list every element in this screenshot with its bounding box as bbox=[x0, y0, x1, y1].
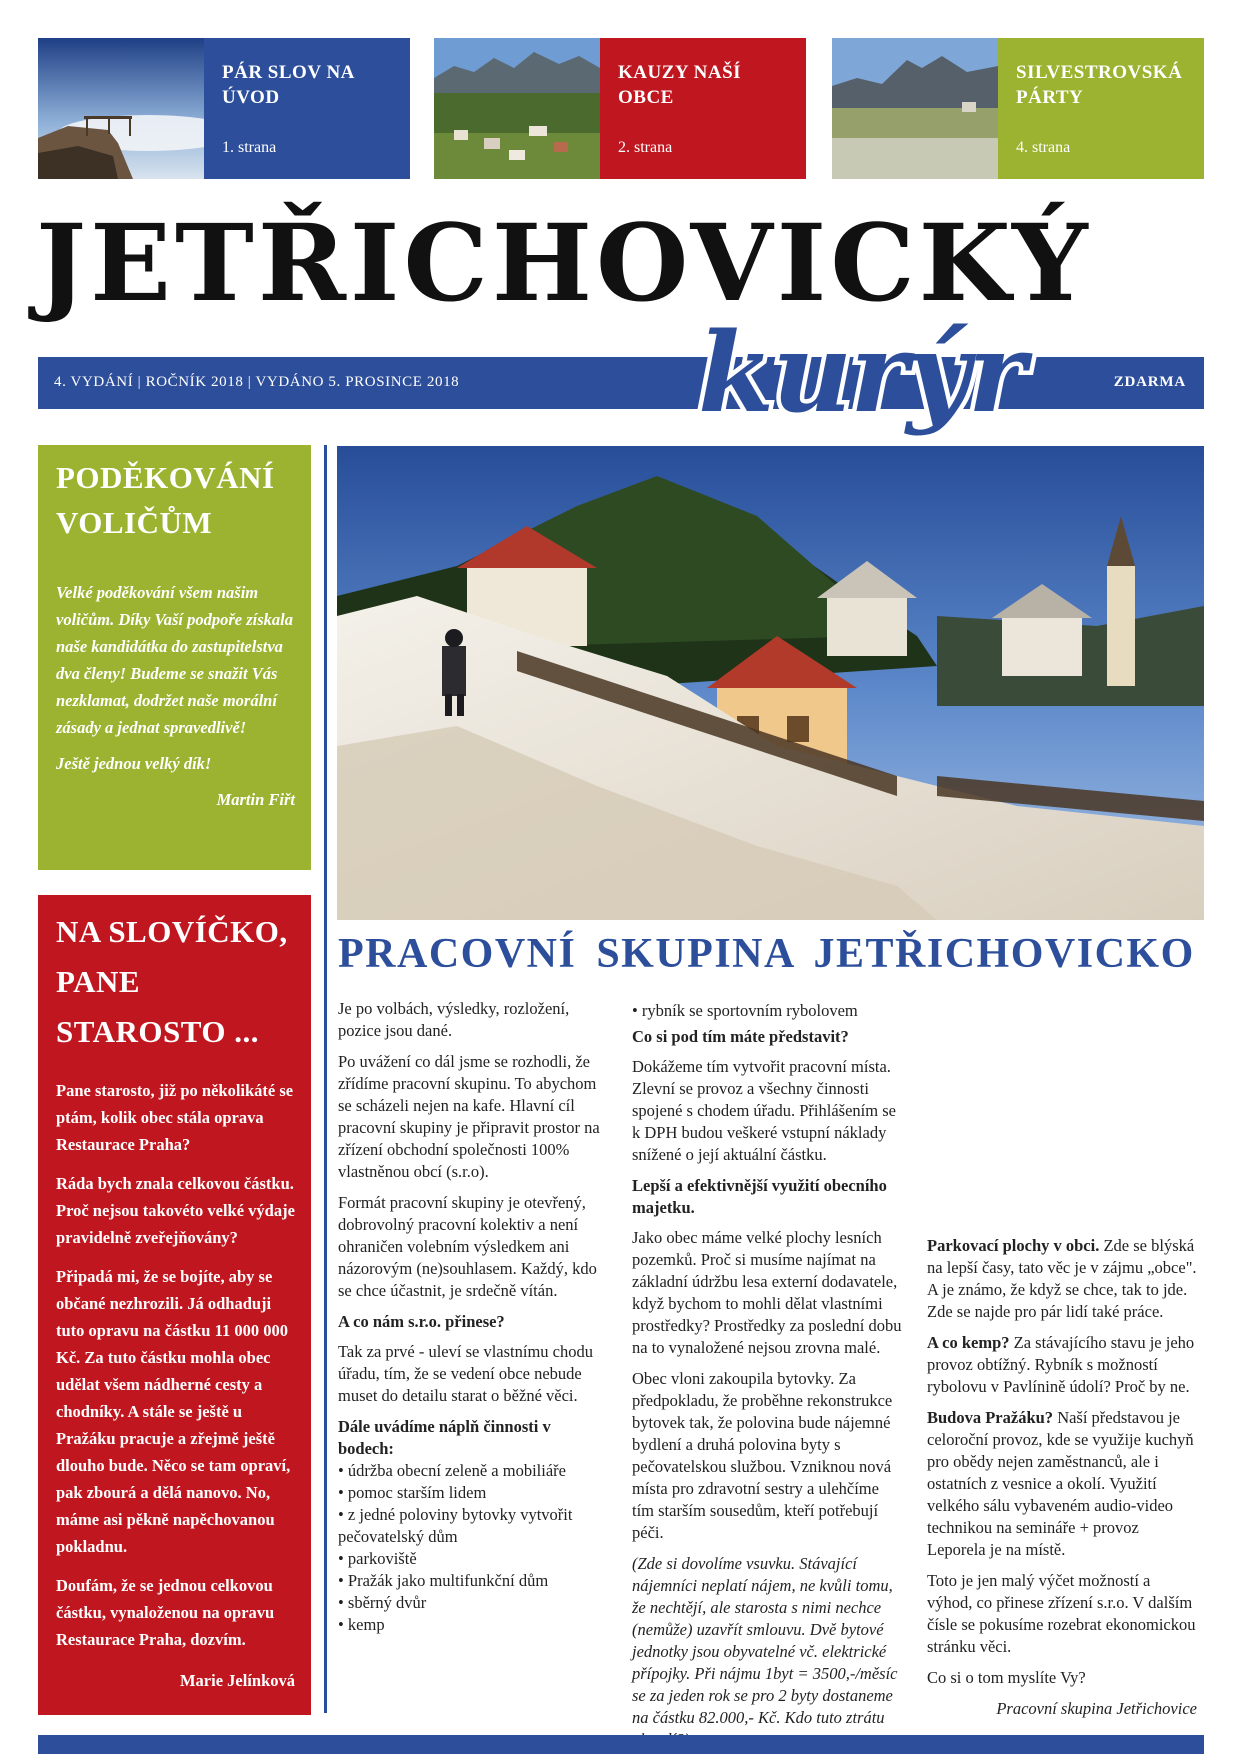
activity-list bbox=[338, 1460, 608, 1636]
article-column-3 bbox=[927, 1235, 1197, 1729]
list-item: • kemp bbox=[338, 1614, 608, 1636]
mayor-paragraph: Ráda bych znala celkovou částku. Proč nejsou takovéto velké výdaje pravidelně zveřejňovány? bbox=[56, 1174, 295, 1247]
article-paragraph: Tak za prvé - uleví se vlastnímu chodu úřadu, tím, že se vedení obce nebude muset do detailu starat o běžné věci. bbox=[338, 1342, 593, 1405]
teaser-page: 1. strana bbox=[222, 139, 277, 156]
inline-heading: A co kemp? bbox=[927, 1333, 1010, 1352]
article-paragraph: Obec vloni zakoupila bytovky. Za předpokladu, že proběhne rekonstrukce bytovek tak, že polovina bude nájemné bydlení a druhá polovina byty s pečovatelskou službou. Vzniknou nová místa pro zdravotní sestry a ulehčíme tím starším sousedům, kteří potřebují péči. bbox=[632, 1369, 893, 1542]
article-paragraph: Je po volbách, výsledky, rozložení, pozice jsou dané. bbox=[338, 999, 570, 1040]
list-item: • pomoc starším lidem bbox=[338, 1482, 608, 1504]
thanks-text: Velké poděkování všem našim voličům. Díky Vaší podpoře získala naše kandidátka do zastupitelstva dva členy! Budeme se snažit Vás nezklamat, dodržet naše morální zásady a jednat spravedlivě! bbox=[56, 583, 293, 737]
inline-heading: Budova Pražáku? bbox=[927, 1408, 1054, 1427]
article-subheading: A co nám s.r.o. přinese? bbox=[338, 1312, 505, 1331]
mayor-paragraph: Připadá mi, že se bojíte, aby se občané nezhrozili. Já odhaduji tuto opravu na částku 11 000 000 Kč. Za tuto částku mohla obec udělat všem nádherné cesty a chodníky. A stále se ještě u Pražáku pracuje a zřejmě ještě dlouho bude. Něco se tam opraví, pak zbourá a dělá nanovo. No, máme asi pěkně napěchovanou pokladnu. bbox=[56, 1267, 291, 1556]
mayor-title: NA SLOVÍČKO, PANE STAROSTO ... bbox=[56, 914, 288, 1049]
inline-heading: Parkovací plochy v obci. bbox=[927, 1236, 1100, 1255]
teaser-photo-viewpoint bbox=[38, 38, 204, 179]
teaser-box bbox=[998, 38, 1204, 179]
main-photo-winter-village bbox=[337, 446, 1204, 920]
footer-bar bbox=[38, 1735, 1204, 1754]
list-item: • údržba obecní zeleně a mobiliáře bbox=[338, 1460, 608, 1482]
mayor-box bbox=[38, 895, 311, 1715]
article-subheading: Dále uvádíme náplň činnosti v bodech: bbox=[338, 1417, 551, 1458]
mayor-paragraph: Doufám, že se jednou celkovou částku, vynaloženou na opravu Restaurace Praha, dozvím. bbox=[56, 1576, 275, 1649]
article-column-1 bbox=[338, 998, 608, 1636]
list-item: • sběrný dvůr bbox=[338, 1592, 608, 1614]
teaser-title: PÁR SLOV NA ÚVOD bbox=[222, 62, 354, 108]
column-divider bbox=[324, 445, 327, 1713]
list-item: • rybník se sportovním rybolovem bbox=[632, 1000, 902, 1022]
teaser-photo-meadow bbox=[832, 38, 998, 179]
article-paragraph: Dokážeme tím vytvořit pracovní místa. Zlevní se provoz a všechny činnosti spojené s chodem úřadu. Přihlášením se k DPH budou veškeré vstupní náklady snížené o její aktuální částku. bbox=[632, 1057, 896, 1164]
article-paragraph: Co si o tom myslíte Vy? bbox=[927, 1668, 1086, 1687]
thanks-title: PODĚKOVÁNÍ VOLIČŮM bbox=[56, 460, 275, 540]
article-paragraph: Jako obec máme velké plochy lesních pozemků. Proč si musíme najímat na základní údržbu lesa externí dodavatele, když bychom to mohli dělat vlastními prostředky? Prostředky za poslední dobu na to vynaložené nejsou zrovna malé. bbox=[632, 1228, 902, 1357]
teaser-intro[interactable] bbox=[38, 38, 410, 179]
list-item: • parkoviště bbox=[338, 1548, 608, 1570]
teaser-cases[interactable] bbox=[434, 38, 806, 179]
teaser-title: SILVESTROVSKÁ PÁRTY bbox=[1016, 62, 1183, 108]
list-item: • Pražák jako multifunkční dům bbox=[338, 1570, 608, 1592]
issue-bar bbox=[38, 357, 1204, 409]
article-subheading: Lepší a efektivnější využití obecního majetku. bbox=[632, 1176, 887, 1217]
masthead-title: JETŘICHOVICKÝ bbox=[36, 200, 1092, 325]
teaser-photo-village bbox=[434, 38, 600, 179]
teaser-title: KAUZY NAŠÍ OBCE bbox=[618, 62, 742, 108]
article-aside: (Zde si dovolíme vsuvku. Stávající nájemníci neplatí nájem, ne kvůli tomu, že nechtějí, ale starosta s nimi nechce (nemůže) uzavřít smlouvu. Dvě bytové jednotky jsou obyvatelné vč. elektrické přípojky. Při nájmu 1byt = 3500,-/měsíc se za jeden rok se pro 2 byty dostaneme na částku 82.000,- Kč. Kdo tuto ztrátu bbox=[632, 1554, 898, 1727]
teaser-party[interactable] bbox=[832, 38, 1204, 179]
mayor-signature: Marie Jelínková bbox=[179, 1671, 295, 1690]
article-paragraph bbox=[927, 1235, 1197, 1323]
thanks-signature: Martin Fiřt bbox=[216, 790, 295, 809]
article-paragraph: Toto je jen malý výčet možností a výhod, co přinese zřízení s.r.o. V dalším čísle se pokusíme rozebrat ekonomickou stránku věci. bbox=[927, 1571, 1196, 1656]
mayor-paragraph: Pane starosto, již po několikáté se ptám, kolik obec stála oprava Restaurace Praha? bbox=[56, 1081, 294, 1154]
article-subheading: Co si pod tím máte představit? bbox=[632, 1027, 849, 1046]
teaser-page: 2. strana bbox=[618, 139, 673, 156]
masthead-script: kurýr bbox=[698, 308, 1025, 437]
thanks-line: Ještě jednou velký dík! bbox=[56, 754, 212, 773]
inline-text: Naší představou je celoroční provoz, kde se využije kuchyň pro obědy nejen zaměstnanců, ale i ostatních z vesnice a okolí. Využití velkého sálu vybaveném audio-video technikou na semináře + provoz Leporela je na místě. bbox=[927, 1408, 1194, 1559]
thanks-box bbox=[38, 445, 311, 870]
inline-text: Zde se blýská na lepší časy, tato věc je v zájmu „obce". A je známo, že když se chce, tak to jde. Zde se najde pro pár lidí také práce. bbox=[927, 1236, 1197, 1321]
article-paragraph: Formát pracovní skupiny je otevřený, dobrovolný pracovní kolektiv a není ohraničen volebním výsledkem ani názorovým (ne)souhlasem. Každý, kdo se chce účastnit, je srdečně vítán. bbox=[338, 1193, 597, 1300]
teaser-box bbox=[600, 38, 806, 179]
teaser-box bbox=[204, 38, 410, 179]
price-label: ZDARMA bbox=[1113, 374, 1186, 390]
inline-text: Za stávajícího stavu je jeho provoz obtížný. Rybník s možností rybolovu v Pavlínině údolí? Proč by ne. bbox=[927, 1333, 1195, 1396]
teaser-page: 4. strana bbox=[1016, 139, 1071, 156]
article-paragraph bbox=[927, 1407, 1197, 1561]
list-item: • z jedné poloviny bytovky vytvořit pečovatelský dům bbox=[338, 1504, 608, 1548]
article-paragraph bbox=[927, 1332, 1197, 1398]
issue-line: 4. VYDÁNÍ | ROČNÍK 2018 | VYDÁNO 5. PROSINCE 2018 bbox=[54, 374, 460, 390]
article-column-2 bbox=[632, 1000, 902, 1760]
activity-list-continued bbox=[632, 1000, 902, 1022]
article-headline: PRACOVNÍ SKUPINA JETŘICHOVICKO bbox=[338, 931, 1195, 977]
article-signature: Pracovní skupina Jetřichovice bbox=[996, 1699, 1197, 1718]
article-paragraph: Po uvážení co dál jsme se rozhodli, že zřídíme pracovní skupinu. To abychom se scházeli nejen na kafe. Hlavní cíl pracovní skupiny je připravit prostor na zřízení obchodní společnosti 100% vlastněnou obcí (s.r.o). bbox=[338, 1052, 600, 1181]
